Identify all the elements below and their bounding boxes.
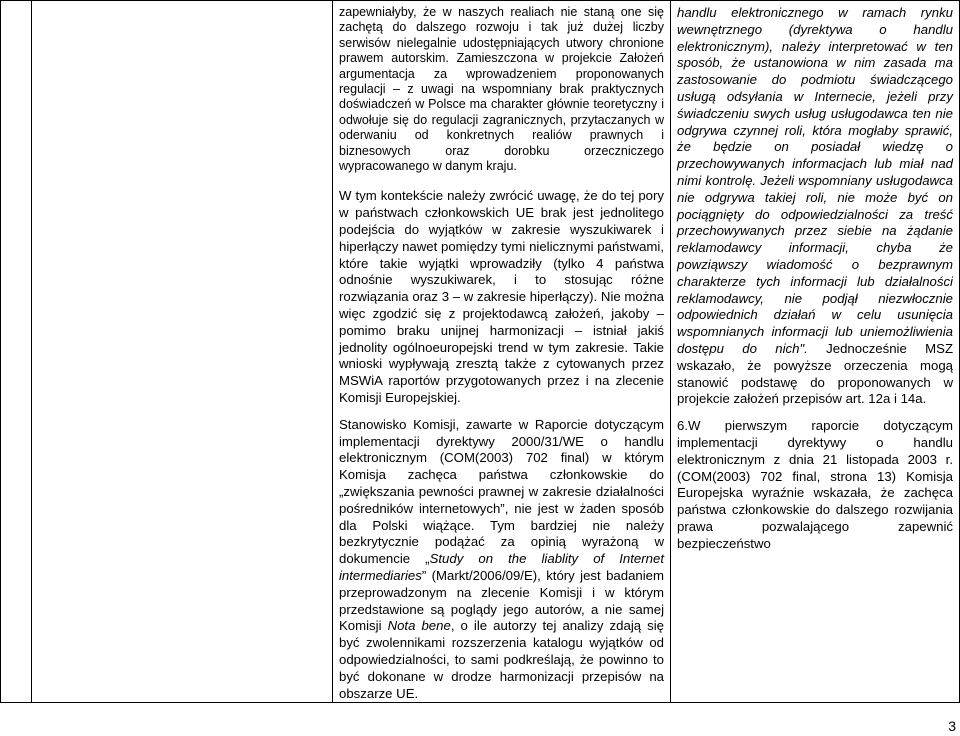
comment-paragraph-1-text: W tym kontekście należy zwrócić uwagę, że do tej pory w państwach członkowskich UE brak jest jednolitego podejścia do wyjątków w zakresie wyszukiwarek i hiperłączy nawet pomiędzy tymi nielicznymi państwami, które takie wyjątki wprowadziły (tylko 4 państwa odnośnie wyszukiwarek, i to stosując różne rozwiązania oraz 3 – w zakresie hiperłączy). Nie można więc zgodzić się z projektodawcą założeń, jakoby – pomimo braku unijnej harmonizacji – istniał jakiś jednolity ogólnoeuropejski trend w tym zakresie. Takie wnioski wypływają zresztą także z cytowanych przez MSWiA raportów przygotowanych przez i na zlecenie Komisji Europejskiej. [339,188,664,406]
empty-cell-1 [1,1,32,703]
comment-p2-c: , o ile autorzy tej analizy zdają się być zwolennikami rozszerzenia katalogu wyjątków od odpowiedzialności, to sami podkreślają, że powinno to być dokonane w drodze harmonizacji przepisów na obszarze UE. [339,618,664,701]
comment-paragraph-1 [339,188,664,406]
comment-p2-italic-title: Study on the liablity of Internet intermediaries [339,551,664,583]
legal-text-content: zapewniałyby, że w naszych realiach nie staną one się zachętą do dalszego rozwoju i tak już dużej liczby serwisów nielegalnie udostępniających utwory chronione prawem autorskim. Zamieszczona w projekcie Założeń argumentacja za wprowadzeniem proponowanych regulacji – z uwagi na wspomniany brak praktycznych doświadczeń w Polsce ma charakter głównie teoretyczny i odwołuje się do regulacji zagranicznych, przytaczanych w oderwaniu od konkretnych realiów prawnych i biznesowych oraz dorobku orzeczniczego wypracowanego w danym kraju. [339,5,664,174]
response-paragraph-2 [677,418,953,552]
comment-p2-a: Stanowisko Komisji, zawarte w Raporcie dotyczącym implementacji dyrektywy 2000/31/WE o handlu elektronicznym (COM(2003) 702 final) w którym Komisja zachęca państwa członkowskie do „zwiększania pewności prawnej w zakresie działalności pośredników internetowych”, nie jest w żaden sposób dla Polski wiążące. Tym bardziej nie należy bezkrytycznie podążać za opinią wyrażoną w dokumencie „ [339,416,664,567]
empty-cell-2 [32,1,333,703]
table-row [1,1,960,703]
response-cell [671,1,960,703]
response-p2-text: 6.W pierwszym raporcie dotyczącym implementacji dyrektywy o handlu elektronicznym z dnia 21 listopada 2003 r. (COM(2003) 702 final, strona 13) Komisja Europejska wyraźnie wskazała, że zachęca państwa członkowskie do dalszego rozwijania prawa pozwalającego zapewnić bezpieczeństwo [677,418,953,551]
comment-cell [333,1,671,703]
response-paragraph-1 [677,5,953,408]
comment-p2-b: ” (Markt/2006/09/E), który jest badaniem przeprowadzonym na zlecenie Komisji i w którym przedstawione są poglądy jego autorów, a nie samej Komisji [339,568,664,634]
comment-paragraph-2 [339,417,664,703]
legal-text-paragraph [339,5,664,174]
response-p1-rest: Jednocześnie MSZ wskazało, że powyższe orzeczenia mogą stanowić podstawę do proponowanych w projekcie założeń przepisów art. 12a i 14a. [677,340,953,407]
comment-p2-italic-nota-bene: Nota bene [387,618,451,634]
page-number: 3 [948,718,956,734]
response-quote-italic: handlu elektronicznego w ramach rynku wewnętrznego (dyrektywa o handlu elektronicznym), należy interpretować w ten sposób, że ustanowiona w nim zasada ma zastosowanie do podmiotu świadczącego usługą odsyłania w Internecie, jeżeli przy świadczeniu swych usług usługodawca ten nie odgrywa czynnej roli, która mogłaby sprawić, że będzie on posiadał wiedzę o przechowywanych informacjach lub miał nad nimi kontrolę. Jeżeli wspomniany usługodawca nie odgrywa takiej roli, nie może być on pociągnięty do odpowiedzialności za treść przechowywanych przez siebie na żądanie reklamodawcy informacji, chyba że powziąwszy wiadomość o bezprawnym charakterze tych informacji lub działalności reklamodawcy, nie podjął niezwłocznie odpowiednich działań w celu usunięcia wspomnianych informacji lub uniemożliwienia dostępu do nich". [677,5,953,356]
